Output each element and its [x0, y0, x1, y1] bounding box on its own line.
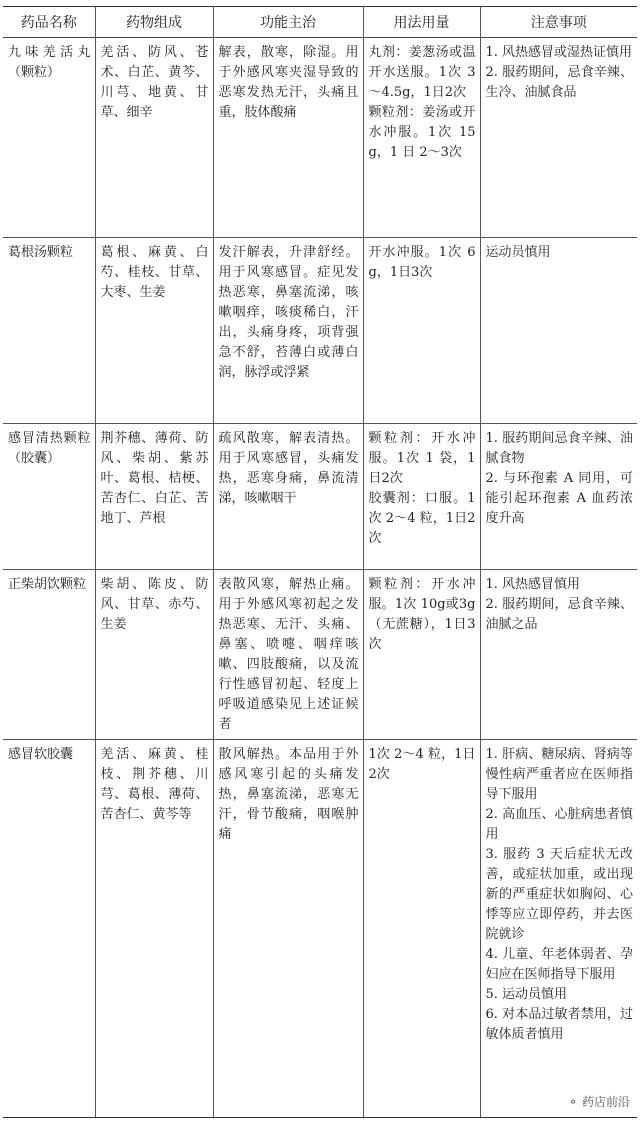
note-item: 1. 风热感冒慎用 — [485, 577, 581, 592]
watermark — [566, 1093, 632, 1110]
table-row — [3, 740, 637, 1118]
watermark-text: 药店前沿 — [581, 1095, 630, 1109]
note-item: 1. 肝病、糖尿病、肾病等慢性病严重者应在医师指导下服用 — [485, 747, 633, 802]
header-row — [3, 7, 637, 38]
note-item: 2. 与环孢素 A 同用，可能引起环孢素 A 血药浓度升高 — [485, 471, 633, 526]
drug-name-cell: 正柴胡饮颗粒 — [3, 570, 95, 740]
dosage-cell: 颗粒剂：开水冲服。1次 1 袋，1日2次 胶囊剂：口服。1次 2～4 粒，1日2次 — [363, 424, 480, 570]
note-item: 2. 服药期间，忌食辛辣、油腻之品 — [485, 597, 633, 632]
dosage-cell: 开水冲服。1次 6g，1日3次 — [363, 238, 480, 424]
dosage-cell: 颗粒剂：开水冲服。1次 10g或3g（无蔗糖），1日3次 — [363, 570, 480, 740]
note-item: 2. 高血压、心脏病患者慎用 — [485, 807, 633, 842]
composition-cell: 柴胡、陈皮、防风、甘草、赤芍、生姜 — [95, 570, 213, 740]
indications-cell: 发汗解表，升津舒经。用于风寒感冒。症见发热恶寒，鼻塞流涕，咳嗽咽痒，咳痰稀白，汗出，头痛身疼，项背强急不舒，苔薄白或薄白润，脉浮或浮紧 — [213, 238, 363, 424]
indications-cell: 疏风散寒，解表清热。用于风寒感冒，头痛发热，恶寒身痛，鼻流清涕，咳嗽咽干 — [213, 424, 363, 570]
indications-cell: 表散风寒，解热止痛。用于外感风寒初起之发热恶寒、无汗、头痛、鼻塞、喷嚏、咽痒咳嗽、四肢酸痛，以及流行性感冒初起、轻度上呼吸道感染见上述证候者 — [213, 570, 363, 740]
note-item: 运动员慎用 — [485, 245, 551, 260]
notes-cell — [480, 570, 637, 740]
note-item: 4. 儿童、年老体弱者、孕妇应在医师指导下服用 — [485, 947, 633, 982]
drug-name-cell: 九味羌活丸（颗粒） — [3, 38, 95, 238]
note-item: 3. 服药 3 天后症状无改善，或症状加重，或出现新的严重症状如胸闷、心悸等应立即停药，并去医院就诊 — [485, 847, 633, 942]
wechat-icon: ⚬ — [568, 1095, 579, 1109]
note-item: 2. 服药期间，忌食辛辣、生冷、油腻食品 — [485, 65, 633, 100]
drug-name-cell: 感冒清热颗粒（胶囊） — [3, 424, 95, 570]
drug-name-cell: 葛根汤颗粒 — [3, 238, 95, 424]
table-row — [3, 38, 637, 238]
header-drug-name: 药品名称 — [3, 7, 95, 38]
composition-cell: 羌活、麻黄、桂枝、荆芥穗、川芎、葛根、薄荷、苦杏仁、黄芩等 — [95, 740, 213, 1118]
header-dosage: 用法用量 — [363, 7, 480, 38]
dosage-cell: 1次 2～4 粒，1日2次 — [363, 740, 480, 1118]
note-item: 1. 风热感冒或湿热证慎用 — [485, 45, 633, 60]
note-item: 1. 服药期间忌食辛辣、油腻食物 — [485, 431, 633, 466]
note-item: 6. 对本品过敏者禁用，过敏体质者慎用 — [485, 1007, 633, 1042]
notes-cell — [480, 424, 637, 570]
dosage-cell: 丸剂：姜葱汤或温开水送服。1次 3～4.5g，1日2次 颗粒剂：姜汤或开水冲服。1次 15g，1 日 2～3次 — [363, 38, 480, 238]
composition-cell: 荆芥穗、薄荷、防风、柴胡、紫苏叶、葛根、桔梗、苦杏仁、白芷、苦地丁、芦根 — [95, 424, 213, 570]
notes-cell — [480, 740, 637, 1118]
indications-cell: 解表，散寒，除湿。用于外感风寒夹湿导致的恶寒发热无汗，头痛且重，肢体酸痛 — [213, 38, 363, 238]
header-notes: 注意事项 — [480, 7, 637, 38]
composition-cell: 羌活、防风、苍术、白芷、黄芩、川芎、地黄、甘草、细辛 — [95, 38, 213, 238]
table-row — [3, 570, 637, 740]
table-row — [3, 424, 637, 570]
notes-cell — [480, 38, 637, 238]
header-indications: 功能主治 — [213, 7, 363, 38]
indications-cell: 散风解热。本品用于外感风寒引起的头痛发热，鼻塞流涕，恶寒无汗，骨节酸痛，咽喉肿痛 — [213, 740, 363, 1118]
header-composition: 药物组成 — [95, 7, 213, 38]
table-row — [3, 238, 637, 424]
drug-name-cell: 感冒软胶囊 — [3, 740, 95, 1118]
notes-cell — [480, 238, 637, 424]
note-item: 5. 运动员慎用 — [485, 987, 568, 1002]
drug-table — [3, 6, 637, 1118]
composition-cell: 葛根、麻黄、白芍、桂枝、甘草、大枣、生姜 — [95, 238, 213, 424]
